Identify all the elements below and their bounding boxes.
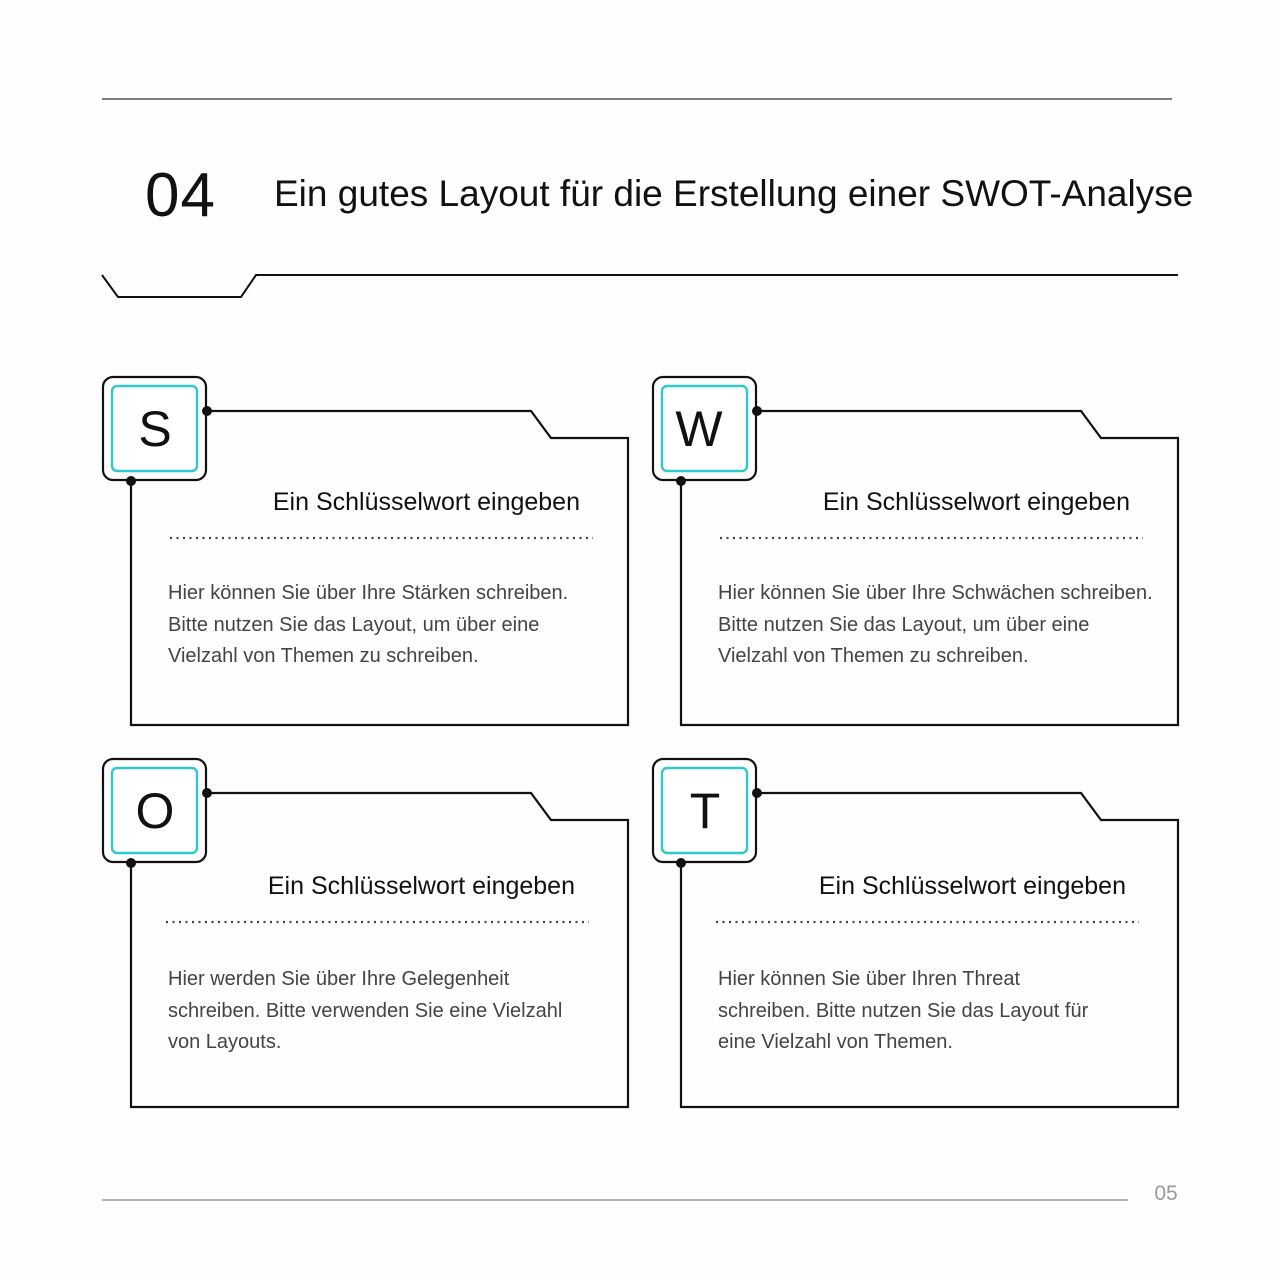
card-description: Hier werden Sie über Ihre Gelegenheit schreiben. Bitte verwenden Sie eine Vielzahl von Layouts. [168, 968, 563, 1053]
card-letter-o: O [135, 783, 175, 839]
card-letter-w: W [675, 401, 723, 457]
page-number: 05 [1154, 1182, 1178, 1205]
header-bracket-line [102, 275, 1178, 297]
card-keyword: Ein Schlüsselwort eingeben [818, 872, 1126, 900]
card-keyword: Ein Schlüsselwort eingeben [267, 872, 575, 900]
card-description: Hier können Sie über Ihren Threat schreiben. Bitte nutzen Sie das Layout für eine Vielzahl von Themen. [718, 968, 1089, 1053]
page-title: Ein gutes Layout für die Erstellung einer SWOT-Analyse [274, 173, 1194, 214]
section-number: 04 [145, 161, 216, 230]
card-letter-s: S [138, 401, 172, 457]
card-keyword: Ein Schlüsselwort eingeben [272, 488, 580, 516]
card-keyword: Ein Schlüsselwort eingeben [822, 488, 1130, 516]
card-description: Hier können Sie über Ihre Schwächen schreiben. Bitte nutzen Sie das Layout, um über eine Vielzahl von Themen zu schreiben. [718, 582, 1153, 667]
card-description: Hier können Sie über Ihre Stärken schreiben. Bitte nutzen Sie das Layout, um über eine Vielzahl von Themen zu schreiben. [168, 582, 569, 667]
card-letter-t: T [689, 783, 721, 839]
